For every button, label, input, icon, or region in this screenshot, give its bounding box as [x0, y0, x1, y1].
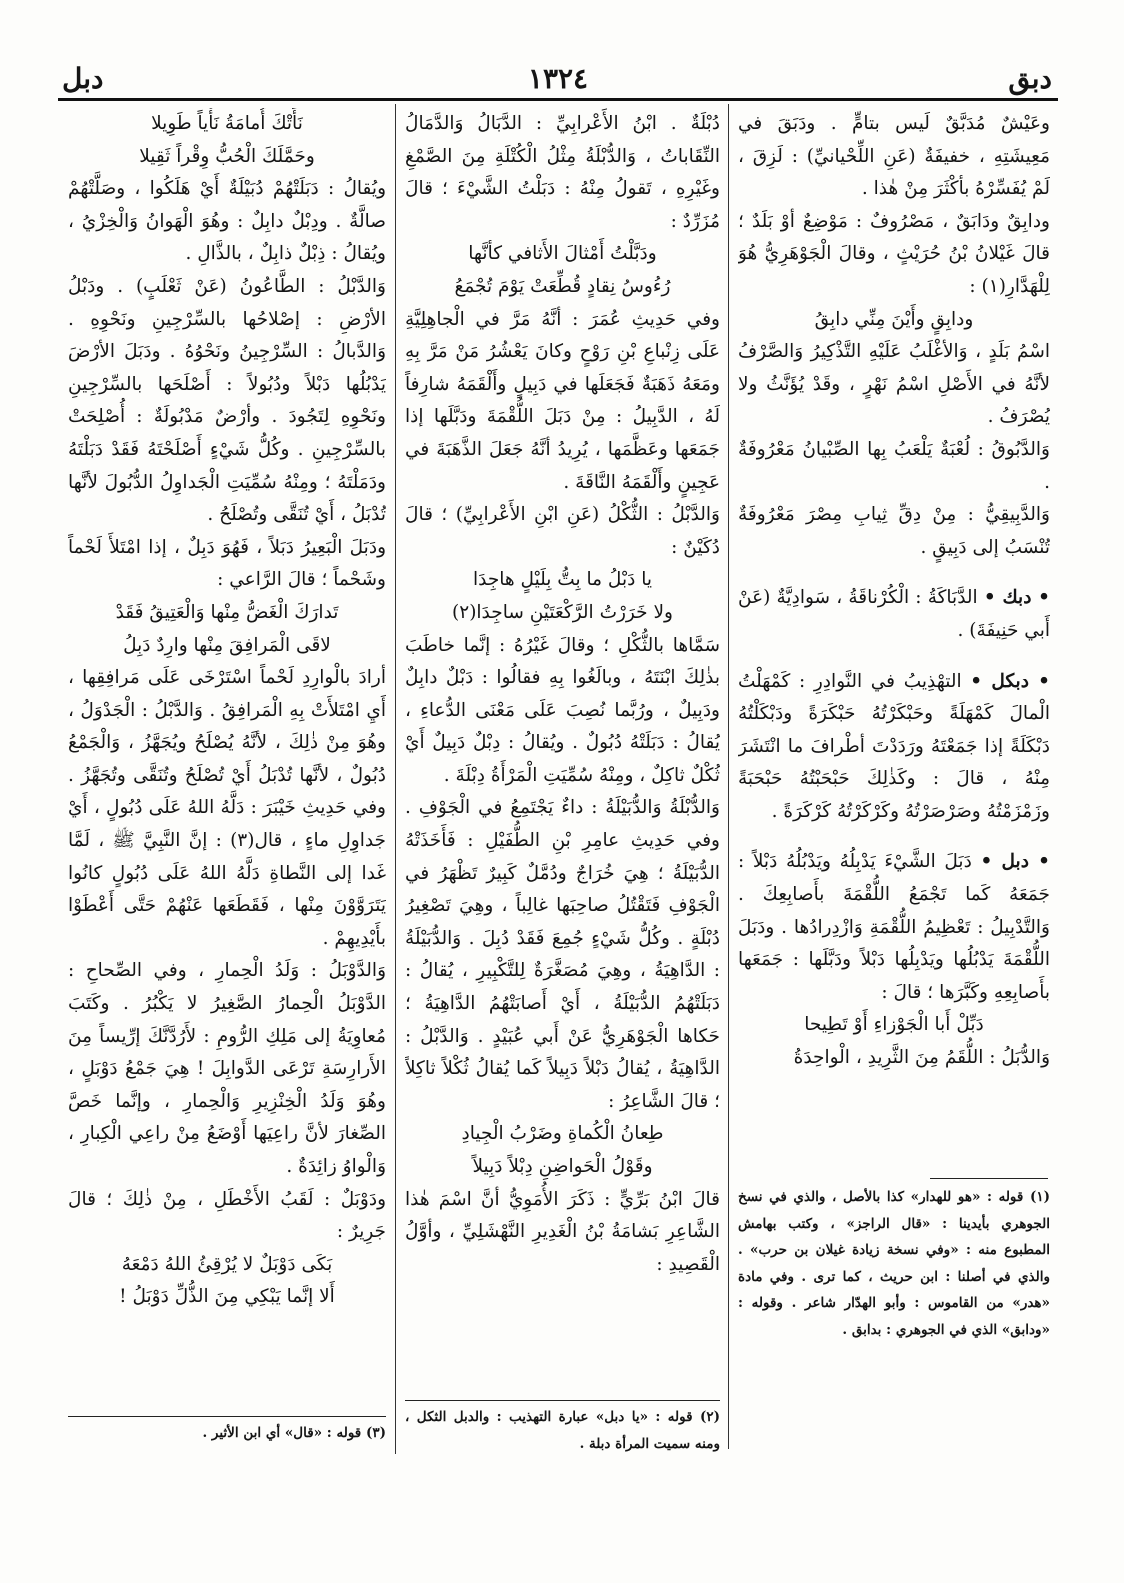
paragraph: وعَيْشٌ مُدَبَّقٌ لَيس بتامٍّ . ودَبَقَ في مَعِيشَتِهِ ، خفيفَةٌ (عَنِ اللِّحْيانيِّ) : لَزِقَ ، لَمْ يُفَسِّرْهُ بأكْثَرَ مِنْ هٰذا . [738, 113, 1050, 200]
column-divider-left [395, 104, 396, 1454]
verse-line: رُءُوسُ نِقادٍ قُطِّعَتْ يَوْمَ تُجْمَعُ [454, 275, 671, 297]
footnote-rule [405, 1400, 720, 1401]
paragraph: سَمَّاها بالثُّكْلِ ؛ وقالَ غَيْرُهُ : إنَّما خاطَبَ بذٰلِكَ ابْنَتَهُ ، وبالَغُوا بِهِ فقالُوا : دَبْلٌ دابِلٌ ودَبِيلٌ ، ورُبَّما نُصِبَ عَلَى مَعْنَى الدُّعاءِ ، يُقالُ : دَبَلَتْهُ دُبُولٌ . ويُقالُ : دِبْلٌ دَبِيلٌ أَيْ ثُكْلٌ ثاكِلٌ ، ومِنْهُ سُمِّيَتِ الْمَرْأَةُ دِبْلَةَ . [405, 634, 720, 786]
header-left-word: دبل [62, 62, 104, 95]
verse-line: تَدارَكَ الْغَضُّ مِنْها وَالْعَتِيقُ فَقَدْ [115, 601, 339, 623]
verse-line: ودَبَّلْتُ أَمْثالَ الأَثافي كأنَّها [468, 243, 657, 265]
footnote-rule [930, 1178, 1048, 1179]
middle-footnotes [405, 1404, 720, 1464]
paragraph: وَالدَّبْلُ : الثُّكْلُ (عَنِ ابْنِ الأَعْرابِيِّ) ؛ قالَ دُكَيْنٌ : [405, 504, 720, 558]
paragraph: وَالدَّوْبَلُ : وَلَدُ الْحِمارِ ، وفي الصِّحاحِ : الدَّوْبَلُ الْحِمارُ الصَّغِيرُ لا يَكْبُرُ . وكَتَبَ مُعاوِيَةُ إلى مَلِكِ الرُّومِ : لأَرُدَّنَّكَ إرِّيساً مِنَ الأَرارِسَةِ تَرْعَى الدَّوابِلَ ! هِيَ جَمْعُ دَوْبَلٍ ، وهُوَ وَلَدُ الْخِنْزِيرِ وَالْحِمارِ ، وإنَّما خَصَّ الصِّغارَ لأنَّ راعِيَها أَوْضَعُ مِنْ راعِي الْكِبارِ ، وَالْواوُ زائِدَةٌ . [68, 960, 386, 1177]
paragraph: أرادَ بالْوارِدِ لَحْماً اسْتَرْخَى عَلَى مَرافِقِها ، أَيِ امْتَلأَتْ بِهِ الْمَرافِقُ . وَالدَّبْلُ : الْجَدْوَلُ ، وهُوَ مِنْ ذٰلِكَ ، لأنَّهُ يُصْلَحُ ويُجَهَّزُ ، وَالْجَمْعُ دُبُولٌ ، لأنَّها تُدْبَلُ أَيْ تُصْلَحُ وتُنَقَّى وتُجَهَّزُ . وفي حَدِيثِ خَيْبَرَ : دَلَّهُ اللهُ عَلَى دُبُولٍ ، أَيْ جَداوِلِ ماءٍ ، قال(٣) : إنَّ النَّبِيَّ ﷺ ، لَمَّا غَدا إلى النَّطاةِ دَلَّهُ اللهُ عَلَى دُبُولٍ كانُوا يَتَرَوَّوْنَ مِنْها ، فَقَطَعَها عَنْهُمْ حَتَّى أَعْطَوْا بأَيْدِيهِمْ . [68, 667, 386, 949]
paragraph: وَالدُّبْلَةُ وَالدُّبَيْلَةُ : داءٌ يَجْتَمِعُ في الْجَوْفِ . وفي حَدِيثِ عامِرِ بْنِ الطُّفَيْلِ : فَأَخَذَتْهُ الدُّبَيْلَةُ ؛ هِيَ خُرَاجٌ ودُمَّلٌ كَبِيرٌ تَظْهَرُ في الْجَوْفِ فَتَقْتُلُ صاحِبَها غالِباً ، وهِيَ تَصْغِيرُ دُبْلَةٍ . وكُلُّ شَيْءٍ جُمِعَ فَقَدْ دُبِلَ . وَالدُّبَيْلَةُ : الدَّاهِيَةُ ، وهِيَ مُصَغَّرَةٌ لِلتَّكْبِيرِ ، يُقالُ : دَبَلَتْهُمُ الدُّبَيْلَةُ ، أَيْ أَصابَتْهُمُ الدَّاهِيَةُ ؛ حَكاها الْجَوْهَرِيُّ عَنْ أَبي عُبَيْدٍ . وَالدَّبْلُ : الدَّاهِيَةُ ، يُقالُ دَبْلاً دَبِيلاً كَما يُقالُ ثُكْلاً ثاكِلاً ؛ قالَ الشَّاعِرُ : [405, 797, 720, 1112]
page-number: ١٣٢٤ [527, 62, 589, 95]
footnote-rule [68, 1416, 386, 1417]
verse-line: أَلا إنَّما يَبْكِي مِنَ الذُّلِّ دَوْبَلُ ! [119, 1286, 335, 1308]
entry-dbl [738, 846, 1050, 1009]
verse-line: لاقَى الْمَرافِقَ مِنْها وارِدٌ دَبِلُ [123, 634, 331, 656]
verse-line: يا دَبْلُ ما بِتُّ بِلَيْلٍ هاجِدَا [473, 569, 652, 591]
paragraph: وَالدَّبُوقُ : لُعْبَةٌ يَلْعَبُ بِها الصِّبْيانُ مَعْرُوفَةٌ . [738, 438, 1050, 493]
paragraph: وَالدَّبِيقِيُّ : مِنْ دِقِّ ثِيابِ مِصْرَ مَعْرُوفَةٌ تُنْسَبُ إلى دَبِيقٍ . [738, 504, 1050, 558]
middle-column [405, 108, 720, 1388]
verse-line: نَأَتْكَ أُمامَةُ نَأْياً طَوِيلا [151, 113, 303, 134]
paragraph: قالَ ابْنُ بَرِّيٍّ : ذَكَرَ الأُمَوِيُّ أنَّ اسْمَ هٰذا الشَّاعِرِ بَشامَةُ بْنُ الْغَدِيرِ النَّهْشَلِيِّ ، وأوَّلُ الْقَصِيدِ : [405, 1188, 720, 1275]
entry-text: دَبَلَ الشَّيْءَ يَدْبِلُهُ ويَدْبُلُهُ دَبْلاً : جَمَعَهُ كَما تَجْمَعُ اللُّقْمَةَ بأَصابِعِكَ . وَالتَّدْبِيلُ : تَعْظِيمُ اللُّقْمَةِ وَازْدِرادُها . ودَبَلَ اللُّقْمَةَ يَدْبُلُها ويَدْبِلُها دَبْلاً ودَبَّلَها : جَمَعَها بأَصابِعِهِ وكَبَّرَها ؛ قالَ : [738, 851, 1050, 1003]
right-footnotes [738, 1184, 1050, 1454]
footnote: (٣) قوله : «قال» أي ابن الأثير . [202, 1425, 386, 1441]
headword: • دبك • [983, 587, 1050, 609]
verse-line: طِعانُ الْكُماةِ وضَرْبُ الْجِيادِ [461, 1123, 664, 1145]
footnote: (٢) قوله : «يا دبل» عبارة التهذيب : والدبل الثكل ، ومنه سميت المرأة دبلة . [405, 1409, 720, 1452]
paragraph: وَالدَّبْلُ : الطَّاعُونُ (عَنْ ثَعْلَبٍ) . ودَبْلُ الأرْضِ : إصْلاحُها بالسِّرْجِينِ ونَحْوِهِ . وَالدَّبالُ : السِّرْجِينُ ونَحْوُهُ . ودَبَلَ الأرْضَ يَدْبُلُها دَبْلاً ودُبُولاً : أَصْلَحَها بالسِّرْجِينِ ونَحْوِهِ لِتَجُودَ . وأرْضٌ مَدْبُولَةٌ : أُصْلِحَتْ بالسِّرْجِينِ . وكُلُّ شَيْءٍ أَصْلَحْتَهُ فَقَدْ دَبَلْتَهُ ودَمَلْتَهُ ؛ ومِنْهُ سُمِّيَتِ الْجَداوِلُ الدُّبُولَ لأنَّها تُدْبَلُ ، أَيْ تُنَقَّى وتُصْلَحُ . [68, 275, 386, 526]
header-rule [58, 98, 1058, 101]
verse-line: بَكَى دَوْبَلٌ لا يُرْقِئُ اللهُ دَمْعَهُ [121, 1253, 333, 1275]
paragraph: ويُقالُ : دَبَلَتْهُمْ دُبَيْلَةٌ أَيْ هَلَكُوا ، وصَلَّتْهُمْ صالَّةٌ . ودِبْلٌ دابِلٌ : وهُوَ الْهَوانُ وَالْخِزْيُ ، ويُقالُ : ذِبْلٌ ذابِلٌ ، بالذَّالِ . [68, 178, 386, 265]
left-footnotes [68, 1420, 386, 1460]
paragraph: ودَوْبَلٌ : لَقَبُ الأَخْطَلِ ، مِنْ ذٰلِكَ ؛ قالَ جَرِيرٌ : [68, 1188, 386, 1243]
entry-dbkl [738, 666, 1050, 829]
headword: • دبل • [980, 851, 1050, 873]
column-divider-right [728, 104, 729, 1449]
entry-text: التهْذِيبُ في النَّوادِرِ : كَمْهَلْتُ الْمالَ كَمْهَلَةً وحَبْكَرْتُهُ حَبْكَرَةً ودَبْكَلْتُهُ دَبْكَلَةً إذا جَمَعْتَهُ ورَدَدْتَ أطْرافَ ما انْتَشَرَ مِنْهُ ، قالَ : وكَذٰلِكَ حَبْحَبْتُهُ حَبْحَبَةً وزَمْزَمْتُهُ وصَرْصَرْتُهُ وكَرْكَرْتُهُ كَرْكَرَةً . [738, 670, 1050, 822]
verse-line: ودابِقٍ وأَيْنَ مِنِّي دابِقُ [814, 308, 974, 330]
verse-line: وقَوْلُ الْحَواضِنِ دِبْلاً دَبِيلاً [472, 1156, 653, 1177]
paragraph: وفي حَدِيثِ عُمَرَ : أنَّهُ مَرَّ في الْجاهِلِيَّةِ عَلَى زِنْباعِ بْنِ رَوْحٍ وكانَ يَعْشُرُ مَنْ مَرَّ بِهِ ومَعَهُ ذَهَبَةٌ فَجَعَلَها في دَبِيلٍ وأَلْقَمَهُ شارِفاً لَهُ ، الدَّبِيلُ : مِنْ دَبَلَ اللُّقْمَةَ ودَبَّلَها إذا جَمَعَها وعَظَّمَها ، يُرِيدُ أنَّهُ جَعَلَ الذَّهَبَةَ في عَجِينٍ وأَلْقَمَهُ النَّاقَةَ . [405, 308, 720, 493]
right-column [738, 108, 1050, 1160]
entry-text: الدَّبَاكَةُ : الْكُرْناقَةُ ، سَوادِيَّةٌ (عَنْ أَبي حَنِيفَةَ) . [738, 587, 1050, 641]
verse-line: دَبِّلْ أَبا الْجَوْزاءِ أَوْ تَطِيحا [804, 1014, 984, 1036]
left-column [68, 108, 386, 1408]
entry-dbk [738, 582, 1050, 647]
page-header [58, 62, 1058, 98]
verse-line: وحَمَّلَكَ الْحُبُّ وِقْراً ثَقِيلا [139, 145, 315, 167]
paragraph: ودابِقٌ ودَابَقٌ ، مَصْرُوفٌ : مَوْضِعٌ أوْ بَلَدٌ ؛ قالَ غَيْلانُ بْنُ حُرَيْثٍ ، وقالَ الْجَوْهَرِيُّ هُوَ لِلْهَدَّارِ(١) : [738, 210, 1050, 297]
paragraph: ودَبَلَ الْبَعِيرُ دَبَلاً ، فَهُوَ دَبِلٌ ، إذا امْتَلأَ لَحْماً وشَحْماً ؛ قالَ الرَّاعي : [68, 536, 386, 591]
footnote: (١) قوله : «هو للهدار» كذا بالأصل ، والذي في نسخ الجوهري بأيدينا : «قال الراجز» ، وكتب بهامش المطبوع منه : «وفي نسخة زيادة غيلان بن حرب» . والذي في أصلنا : ابن حريث ، كما ترى . وفي مادة «هدر» من القاموس : وأبو الهدّار شاعر . وقوله : «ودابق» الذي في الجوهري : بدابق . [738, 1189, 1050, 1338]
paragraph: اسْمُ بَلَدٍ ، وَالأغْلَبُ عَلَيْهِ التَّذْكِيرُ وَالصَّرْفُ لأنَّهُ في الأَصْلِ اسْمُ نَهْرٍ ، وقَدْ يُؤَنَّثُ ولا يُصْرَفُ . [738, 341, 1050, 428]
paragraph: وَالدُّبَلُ : اللُّقَمُ مِنَ الثَّرِيدِ ، الْواحِدَةُ [793, 1047, 1050, 1069]
headword: • دبكل • [970, 670, 1050, 692]
paragraph: دُبْلَةٌ . ابْنُ الأَعْرابِيِّ : الدَّبَالُ وَالدَّمَالُ النِّقَاباتُ ، وَالدُّبْلَةُ مِثْلُ الْكُتْلَةِ مِنَ الصَّمْغِ وغَيْرِهِ ، تَقولُ مِنْهُ : دَبَلْتُ الشَّيْءَ ؛ قالَ مُزَرِّدٌ : [405, 113, 720, 232]
header-right-word: دبق [1008, 62, 1052, 95]
verse-line: ولا خَرَرْتُ الرَّكْعَتَيْنِ ساجِدَا(٢) [452, 601, 673, 623]
